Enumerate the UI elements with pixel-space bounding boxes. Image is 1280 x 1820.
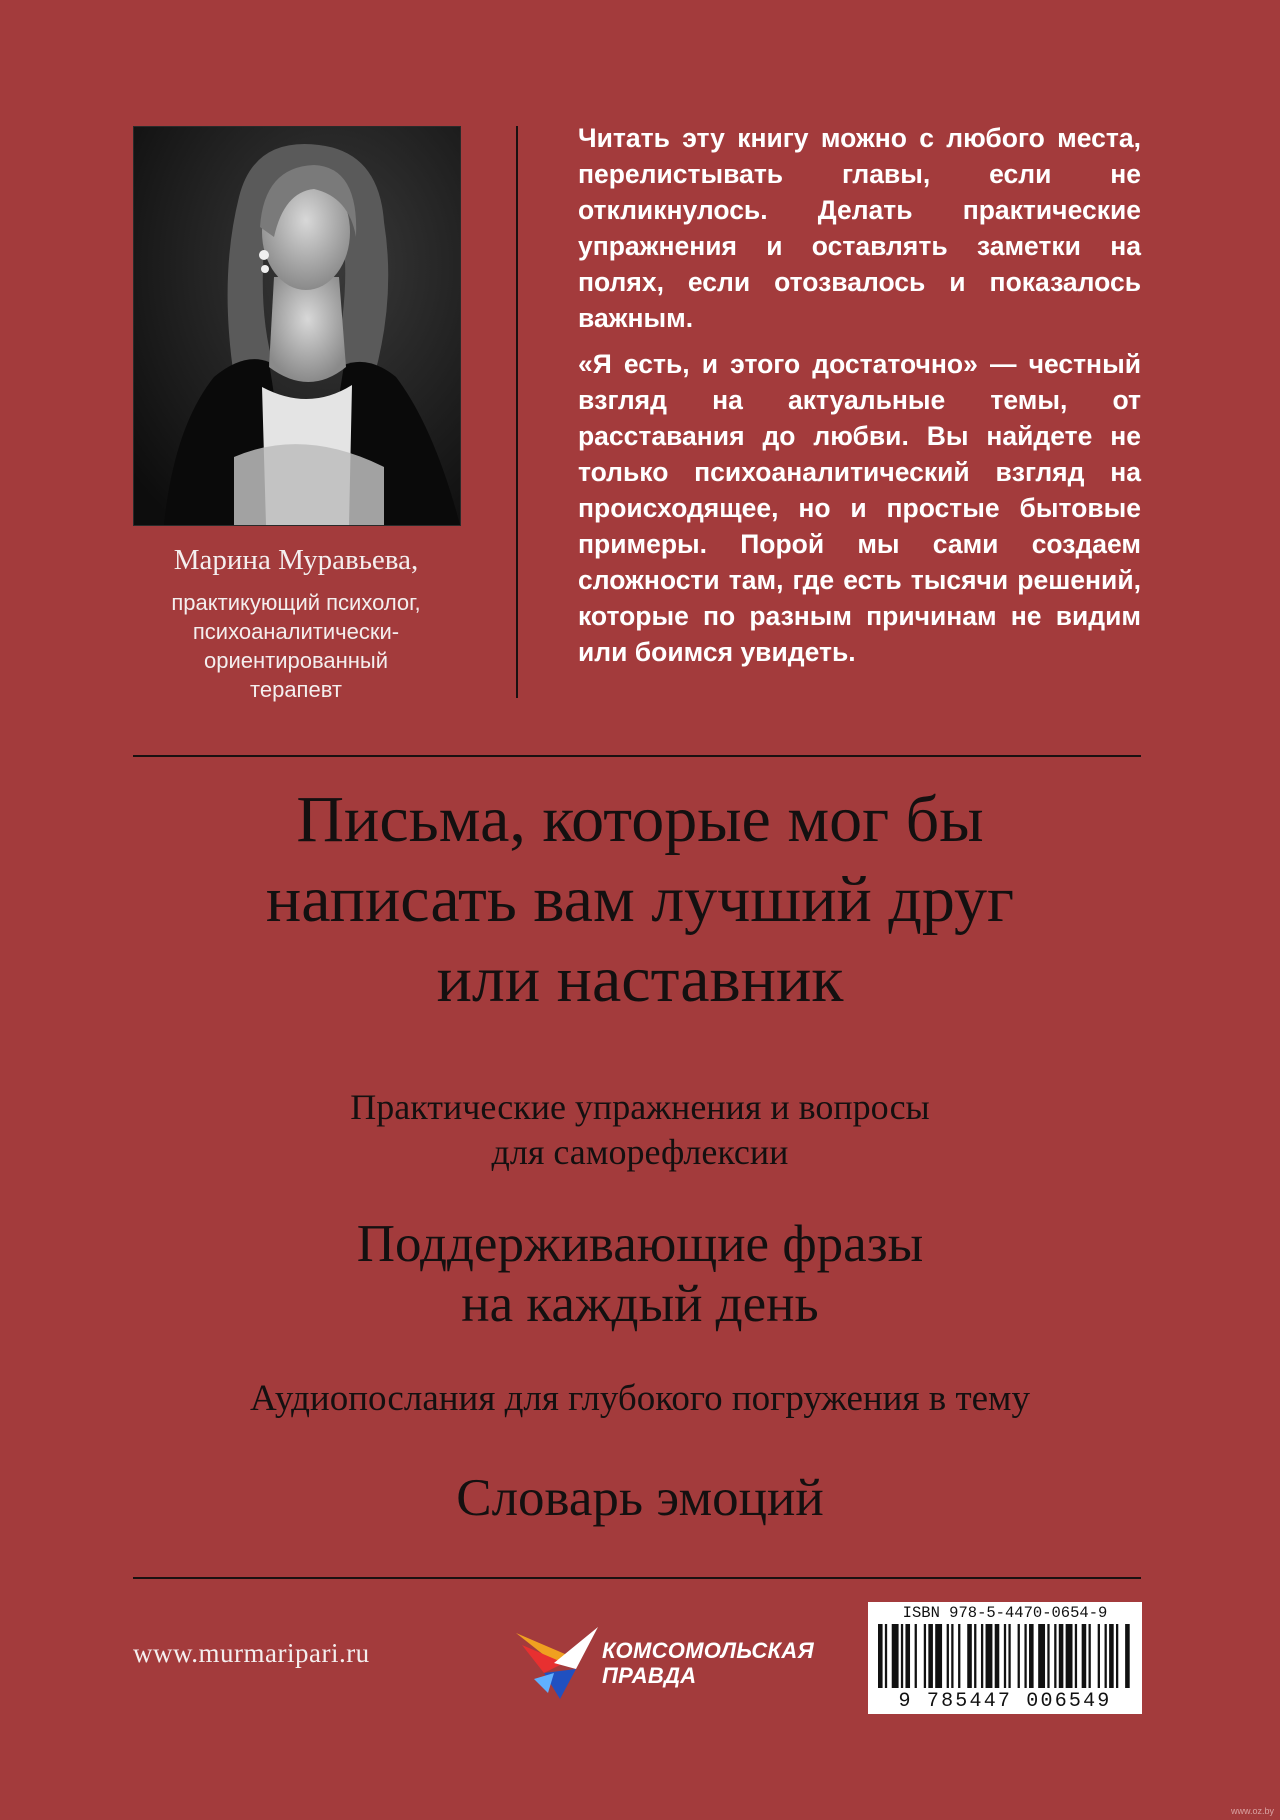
- feature-phrases: Поддерживающие фразы на каждый день: [356, 1215, 924, 1333]
- swallow-logo-icon: [514, 1623, 598, 1699]
- barcode-bar: [905, 1624, 910, 1688]
- barcode-bar: [967, 1624, 972, 1688]
- barcode-bar: [1075, 1624, 1077, 1688]
- barcode-bar: [1008, 1624, 1010, 1688]
- blurb-paragraph: Читать эту книгу можно с любого места, перелистывать главы, если не откликнулось. Делать практические упражнения и оставлять заметки на полях, если отозвалось и показалось важным.: [578, 123, 1141, 333]
- horizontal-divider: [133, 1577, 1141, 1579]
- website-url: www.murmaripari.ru: [133, 1638, 370, 1668]
- barcode-bar: [1109, 1624, 1114, 1688]
- barcode-bar: [885, 1624, 887, 1688]
- barcode-bar: [974, 1624, 976, 1688]
- barcode-bar: [1105, 1624, 1107, 1688]
- barcode-bar: [951, 1624, 953, 1688]
- isbn-label: ISBN 978-5-4470-0654-9: [902, 1604, 1108, 1622]
- isbn-barcode: [868, 1602, 1142, 1714]
- blurb-paragraph: «Я есть, и этого достаточно» — честный взгляд на актуальные темы, от расставания до любви. Вы найдете не только психоаналитический взгляд на происходящее, но и простые бытовые примеры. Порой мы сами создаем сложности там, где есть тысячи решений, которые по разным причинам не видим или боимся увидеть.: [578, 349, 1141, 667]
- author-photo: [133, 126, 461, 526]
- watermark: www.oz.by: [1230, 1806, 1274, 1816]
- barcode-bar: [1029, 1624, 1034, 1688]
- barcode-bar: [878, 1624, 883, 1688]
- barcode-bar: [1082, 1624, 1087, 1688]
- barcode-bar: [1089, 1624, 1091, 1688]
- horizontal-divider: [133, 755, 1141, 757]
- feature-dictionary: Словарь эмоций: [456, 1469, 824, 1527]
- vertical-divider: [516, 126, 518, 698]
- barcode-bar: [1038, 1624, 1045, 1688]
- barcode-bar: [915, 1624, 917, 1688]
- barcode-bar: [1018, 1624, 1020, 1688]
- barcode-bar: [1066, 1624, 1073, 1688]
- barcode-bar: [1054, 1624, 1056, 1688]
- isbn-digits: 9 785447 006549: [898, 1690, 1112, 1713]
- barcode-bar: [981, 1624, 983, 1688]
- features-headline: Письма, которые мог бы написать вам лучший друг или наставник: [265, 783, 1015, 1016]
- barcode-bar: [986, 1624, 993, 1688]
- barcode-bar: [892, 1624, 899, 1688]
- barcode-bar: [1024, 1624, 1026, 1688]
- barcode-bar: [924, 1624, 926, 1688]
- barcode-bar: [1125, 1624, 1130, 1688]
- barcode-bar: [901, 1624, 903, 1688]
- author-role: практикующий психолог, психоаналитически- ориентированный терапевт: [171, 590, 421, 702]
- barcode-bar: [1116, 1624, 1118, 1688]
- barcode-bar: [1059, 1624, 1064, 1688]
- barcode-bar: [947, 1624, 949, 1688]
- publisher-name: КОМСОМОЛЬСКАЯ ПРАВДА: [602, 1638, 814, 1688]
- barcode-bar: [1098, 1624, 1100, 1688]
- author-name: Марина Муравьева,: [173, 544, 419, 576]
- barcode-bar: [928, 1624, 933, 1688]
- barcode-bar: [995, 1624, 1000, 1688]
- feature-exercises: Практические упражнения и вопросы для саморефлексии: [350, 1087, 930, 1172]
- barcode-icon: [878, 1624, 1132, 1688]
- feature-audio: Аудиопослания для глубокого погружения в тему: [250, 1378, 1030, 1419]
- barcode-bar: [1004, 1624, 1006, 1688]
- barcode-bar: [1047, 1624, 1049, 1688]
- barcode-bar: [958, 1624, 960, 1688]
- barcode-bar: [935, 1624, 942, 1688]
- book-blurb: [578, 120, 1141, 680]
